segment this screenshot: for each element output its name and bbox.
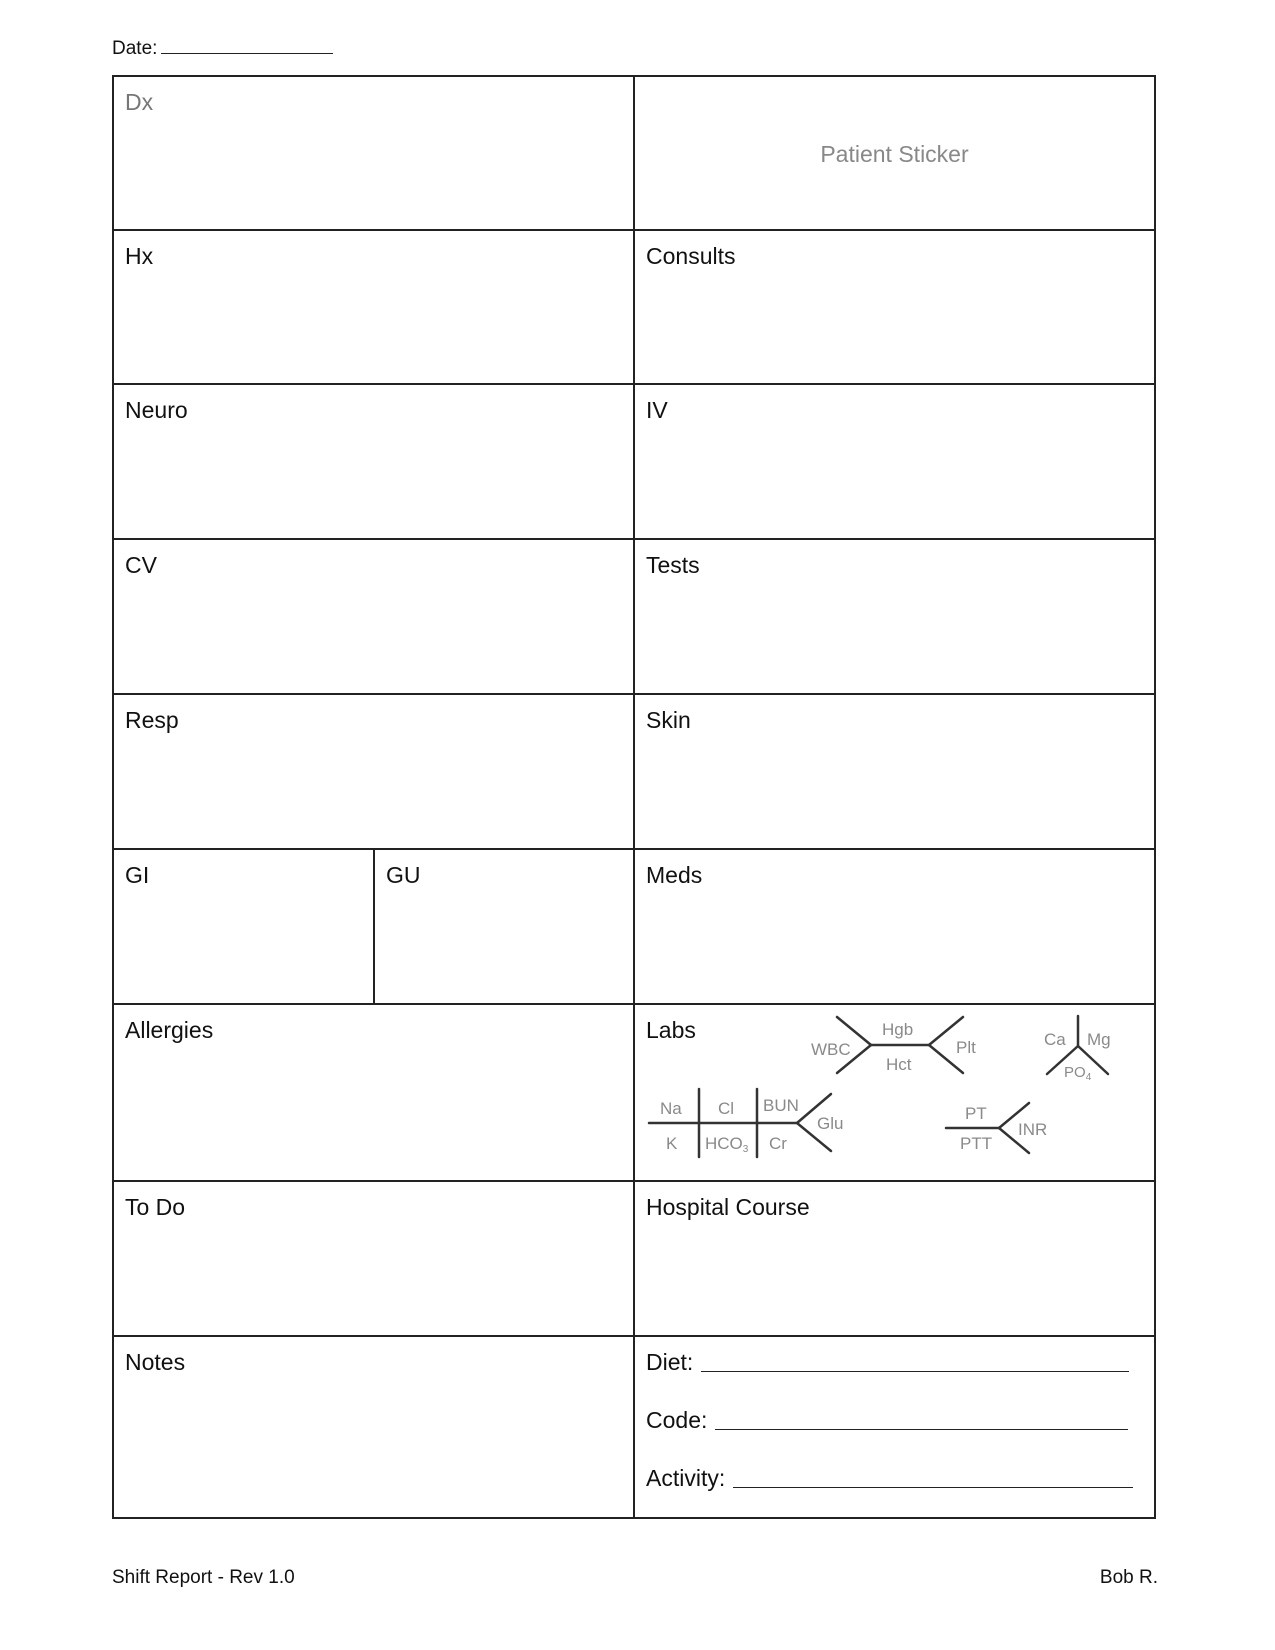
labs-diagram [635,1005,1154,1180]
hospital-course-label: Hospital Course [646,1194,810,1220]
pt-label: PT [965,1104,987,1123]
skin-section[interactable] [635,695,1154,848]
neuro-label: Neuro [125,397,188,423]
gu-section[interactable] [375,850,633,1003]
allergies-section[interactable] [114,1005,633,1180]
hx-label: Hx [125,243,154,269]
inr-label: INR [1018,1120,1048,1139]
mg-label: Mg [1087,1030,1111,1049]
notes-section[interactable] [114,1337,633,1517]
hospital-course-section[interactable] [635,1182,1154,1335]
date-label: Date: [112,38,158,59]
hgb-label: Hgb [882,1020,914,1039]
cv-label: CV [125,552,157,578]
consults-label: Consults [646,243,736,269]
hx-section[interactable] [114,231,633,383]
allergies-label: Allergies [125,1017,214,1043]
ca-label: Ca [1044,1030,1066,1049]
plt-label: Plt [956,1038,976,1057]
gu-label: GU [386,862,421,888]
dx-label: Dx [125,89,154,115]
activity-field[interactable] [646,1465,1133,1492]
patient-sticker-area[interactable] [635,77,1154,229]
footer-revision: Shift Report - Rev 1.0 [112,1567,295,1588]
resp-label: Resp [125,707,179,733]
meds-label: Meds [646,862,703,888]
consults-section[interactable] [635,231,1154,383]
notes-label: Notes [125,1349,186,1375]
skin-label: Skin [646,707,691,733]
patient-sticker-label: Patient Sticker [820,141,969,167]
activity-underline[interactable] [733,1486,1133,1488]
meds-section[interactable] [635,850,1154,1003]
diet-underline[interactable] [701,1370,1129,1372]
na-label: Na [660,1099,682,1118]
diet-field[interactable] [646,1349,1129,1376]
wbc-label: WBC [811,1040,851,1059]
footer-author: Bob R. [1099,1567,1158,1588]
gi-label: GI [125,862,150,888]
po4-label: $PO_4$ [1064,1064,1092,1083]
orders-section [635,1337,1154,1517]
glu-label: Glu [817,1114,844,1133]
resp-section[interactable] [114,695,633,848]
iv-label: IV [646,397,668,423]
code-underline[interactable] [715,1428,1128,1430]
hco3-label: HCO3 [705,1134,749,1155]
dx-section[interactable] [114,77,633,229]
todo-label: To Do [125,1194,186,1220]
gi-section[interactable] [114,850,373,1003]
cl-label: Cl [718,1099,735,1118]
date-field [112,38,333,60]
date-underline[interactable] [161,39,333,54]
code-field[interactable] [646,1407,1128,1434]
diet-label: Diet: [646,1349,694,1375]
labs-label: Labs [646,1017,696,1043]
neuro-section[interactable] [114,385,633,538]
shift-report-grid [112,75,1156,1519]
activity-label: Activity: [646,1465,726,1491]
code-label: Code: [646,1407,708,1433]
labs-section[interactable] [635,1005,1154,1180]
tests-label: Tests [646,552,700,578]
todo-section[interactable] [114,1182,633,1335]
k-label: K [666,1134,678,1153]
tests-section[interactable] [635,540,1154,693]
hct-label: Hct [886,1055,912,1074]
ptt-label: PTT [960,1134,993,1153]
iv-section[interactable] [635,385,1154,538]
bun-label: BUN [763,1096,799,1115]
cv-section[interactable] [114,540,633,693]
cr-label: Cr [769,1134,787,1153]
